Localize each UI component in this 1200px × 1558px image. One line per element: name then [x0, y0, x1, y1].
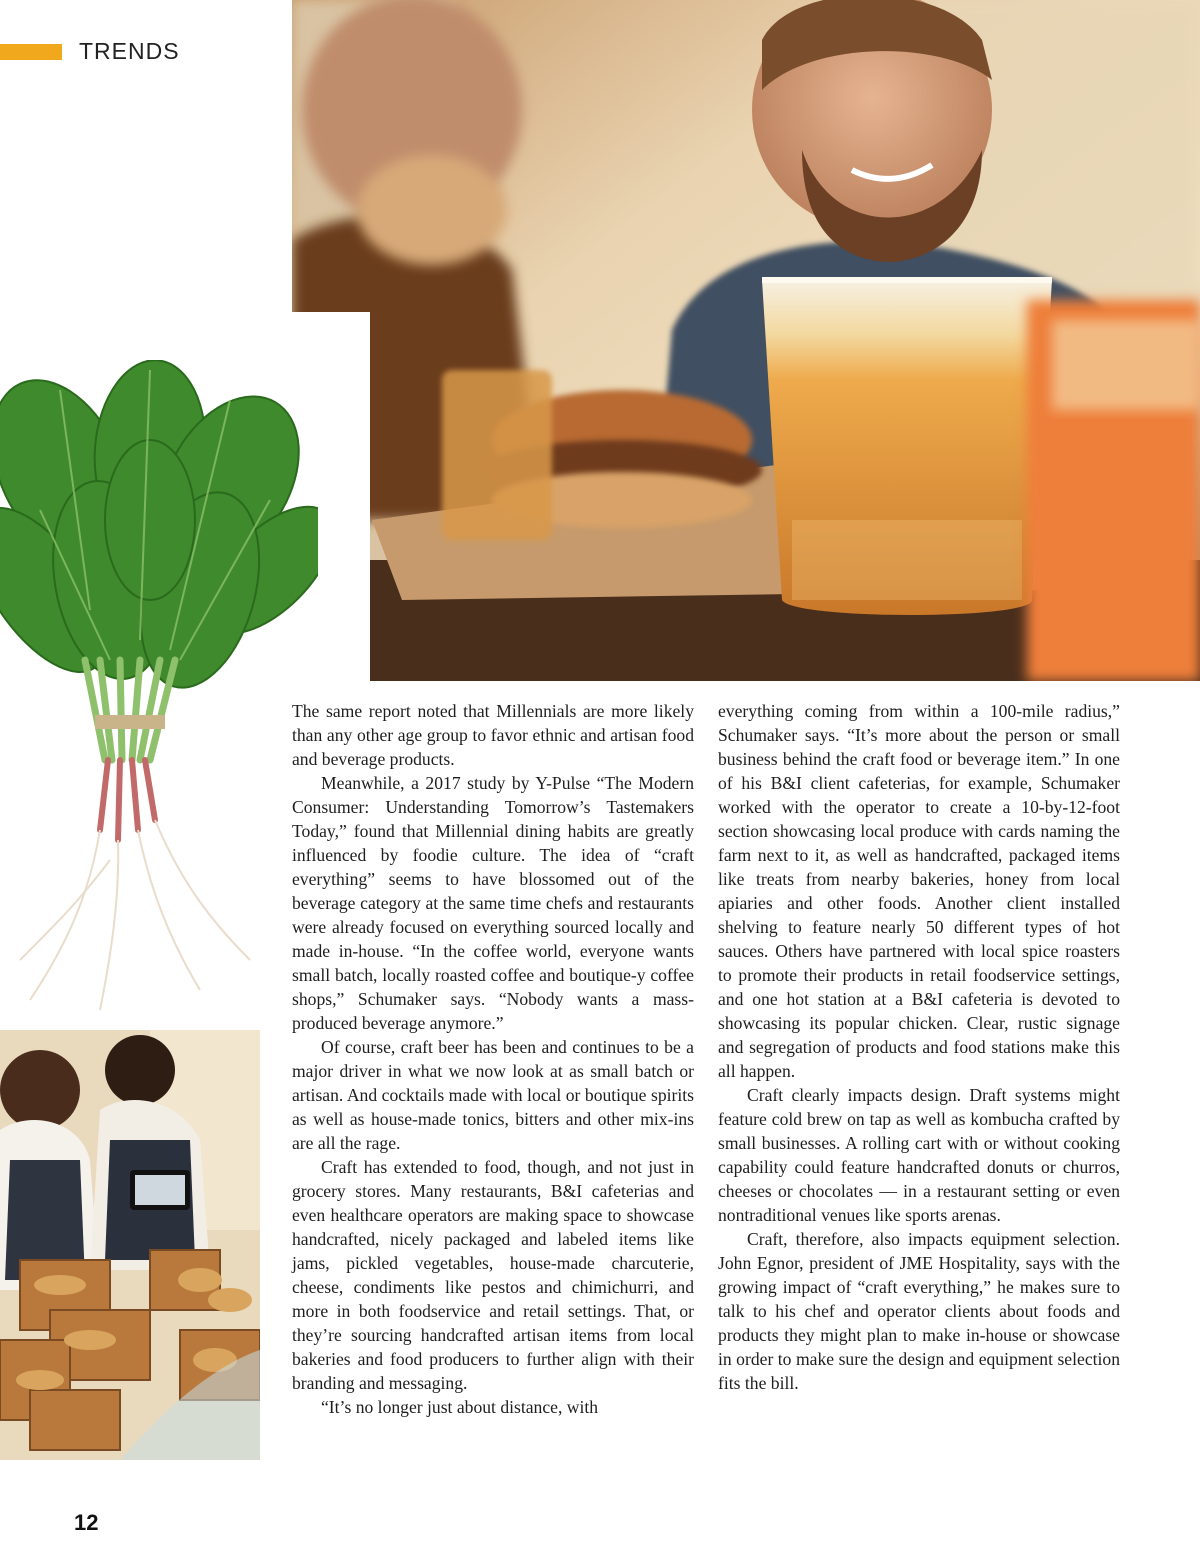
- article-paragraph: Craft, therefore, also impacts equipment selection. John Egnor, president of JME Hospitality, says with the growing impact of “craft everything,” he makes sure to talk to his chef and operator clients about foods and products they might plan to make in-house or showcase in order to make sure the design and equipment selection fits the bill.: [718, 1229, 1120, 1393]
- hero-photo: [292, 0, 1200, 681]
- article-paragraph: The same report noted that Millennials are more likely than any other age group to favor ethnic and artisan food and beverage products.: [292, 701, 694, 769]
- article-column-right: [718, 699, 1120, 1395]
- spinach-photo: [0, 360, 318, 1020]
- section-accent-bar: [0, 44, 62, 60]
- article-paragraph: Craft has extended to food, though, and not just in grocery stores. Many restaurants, B&I cafeterias and even healthcare operators are making space to showcase handcrafted, nicely packaged and labeled items like jams, pickled vegetables, house-made charcuterie, cheese, condiments like pestos and chimichurri, and more in both foodservice and retail settings. That, or they’re sourcing handcrafted artisan items from local bakeries and food producers to further align with their branding and messaging.: [292, 1157, 694, 1393]
- article-paragraph: Of course, craft beer has been and continues to be a major driver in what we now look at as small batch or artisan. And cocktails made with local or boutique spirits as well as house-made tonics, bitters and other mix-ins are all the rage.: [292, 1037, 694, 1153]
- article-paragraph: everything coming from within a 100-mile radius,” Schumaker says. “It’s more about the person or small business behind the craft food or beverage item.” In one of his B&I client cafeterias, for example, Schumaker worked with the operator to create a 10-by-12-foot section showcasing local produce with cards naming the farm next to it, as well as handcrafted, packaged items like treats from nearby bakeries, honey from local apiaries and other foods. Another client installed shelving to feature nearly 50 different types of hot sauces. Others have partnered with local spice roasters to promote their products in retail foodservice settings, and one hot station at a B&I cafeteria is devoted to showcasing its popular chicken. Clear, rustic signage and segregation of products and food stations make this all happen.: [718, 701, 1120, 1081]
- section-label: TRENDS: [79, 38, 180, 64]
- article-paragraph: Craft clearly impacts design. Draft systems might feature cold brew on tap as well as kombucha crafted by small businesses. A rolling cart with or without cooking capability could feature handcrafted donuts or churros, cheeses or chocolates — in a restaurant setting or even nontraditional venues like sports arenas.: [718, 1085, 1120, 1225]
- article-paragraph: “It’s no longer just about distance, with: [321, 1397, 599, 1417]
- article-column-left: [292, 699, 694, 1419]
- page-number: 12: [74, 1510, 99, 1535]
- article-paragraph: Meanwhile, a 2017 study by Y-Pulse “The Modern Consumer: Understanding Tomorrow’s Tastemakers Today,” found that Millennial dining habits are greatly influenced by foodie culture. The idea of “craft everything” seems to have blossomed out of the beverage category at the same time chefs and restaurants were already focused on everything sourced locally and made in-house. “In the coffee world, everyone wants small batch, locally roasted coffee and boutique-y coffee shops,” Schumaker says. “Nobody wants a mass-produced beverage anymore.”: [292, 773, 694, 1033]
- bakery-photo: [0, 1030, 260, 1460]
